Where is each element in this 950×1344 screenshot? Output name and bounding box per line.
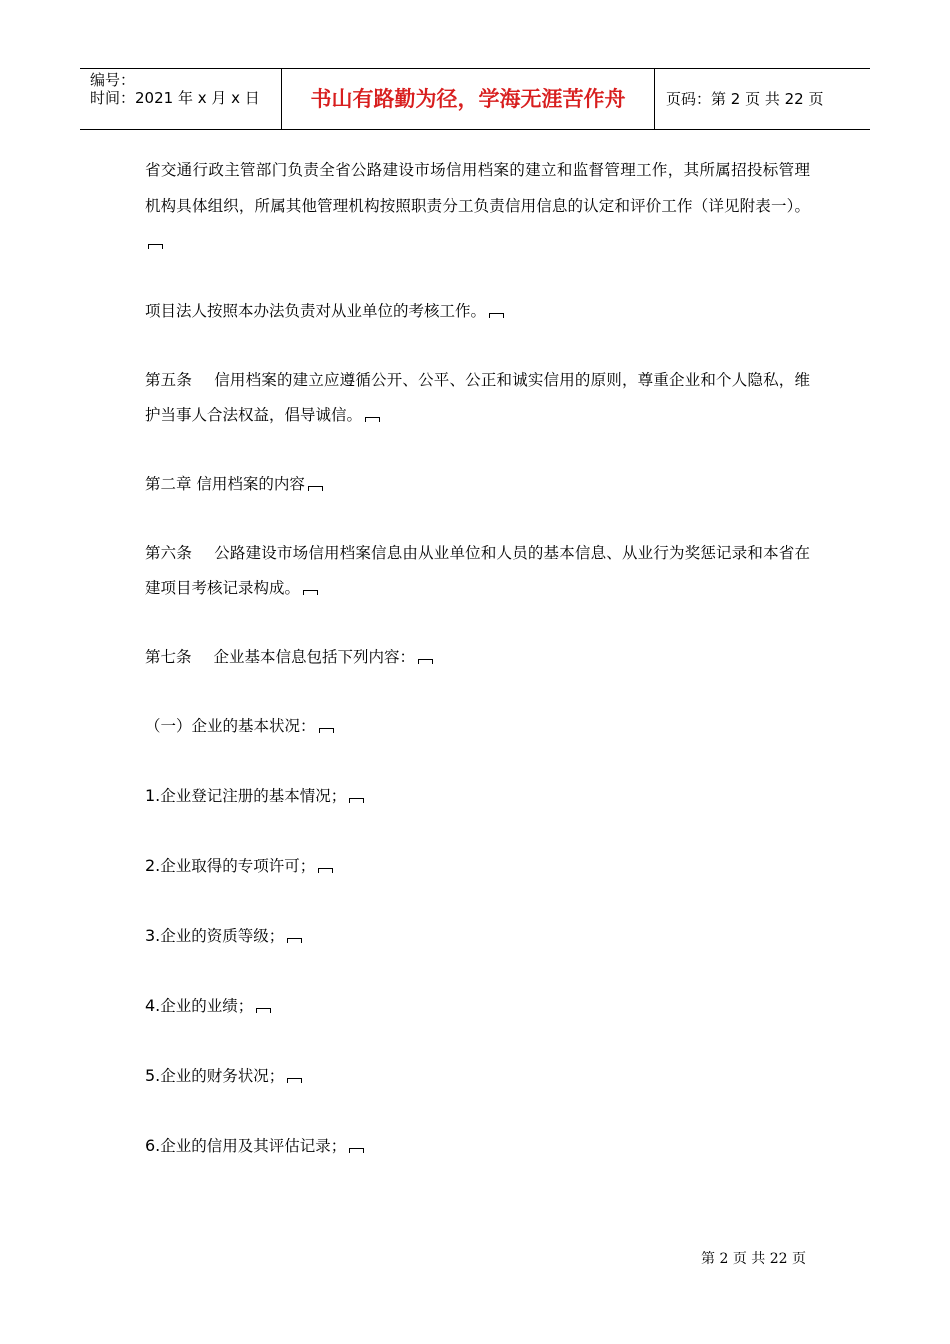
article-paragraph	[145, 640, 810, 675]
list-item	[145, 848, 810, 884]
list-item-number: 5.	[145, 1066, 161, 1085]
list-item-text: 企业的业绩；	[160, 997, 254, 1015]
paragraph-mark-icon	[319, 728, 334, 733]
paragraph-mark-icon	[303, 590, 318, 595]
header-page-number: 页码：第 2 页 共 22 页	[666, 90, 824, 108]
list-item-text: 企业的信用及其评估记录；	[160, 1137, 347, 1155]
document-number-label: 编号：	[90, 71, 136, 89]
list-item	[145, 1058, 810, 1094]
article-paragraph	[145, 536, 810, 606]
paragraph-text: 项目法人按照本办法负责对从业单位的考核工作。	[145, 302, 487, 320]
paragraph-text: 第二章 信用档案的内容	[145, 475, 305, 493]
paragraph-mark-icon	[287, 938, 302, 943]
article-number: 第五条	[145, 371, 193, 389]
page-header	[80, 68, 870, 130]
paragraph-mark-icon	[418, 659, 433, 664]
list-item-number: 6.	[145, 1136, 161, 1155]
paragraph-mark-icon	[256, 1008, 271, 1013]
paragraph-text: 企业基本信息包括下列内容：	[213, 648, 416, 666]
document-date: 时间：2021 年 x 月 x 日	[90, 89, 260, 107]
header-motto: 书山有路勤为径，学海无涯苦作舟	[310, 87, 626, 111]
list-item-text: 企业的财务状况；	[160, 1067, 285, 1085]
article-number: 第六条	[145, 544, 193, 562]
list-item	[145, 778, 810, 814]
paragraph-mark-icon	[308, 486, 323, 491]
list-item-text: 企业的资质等级；	[160, 927, 285, 945]
paragraph-mark-icon	[349, 798, 364, 803]
paragraph-mark-icon	[365, 417, 380, 422]
page-footer: 第 2 页 共 22 页	[701, 1251, 806, 1267]
paragraph-text: 信用档案的建立应遵循公开、公平、公正和诚实信用的原则，尊重企业和个人隐私，维护当事人合法权益，倡导诚信。	[145, 371, 810, 424]
document-body	[145, 152, 810, 1198]
section-heading	[145, 709, 810, 744]
list-item	[145, 1128, 810, 1164]
paragraph-mark-icon	[489, 313, 504, 318]
paragraph-mark-icon	[287, 1078, 302, 1083]
list-item	[145, 988, 810, 1024]
article-number: 第七条	[145, 648, 192, 666]
paragraph	[145, 294, 810, 329]
list-item-text: 企业登记注册的基本情况；	[160, 787, 347, 805]
list-item-text: 企业取得的专项许可；	[160, 857, 316, 875]
paragraph	[145, 152, 810, 260]
paragraph-mark-icon	[318, 868, 333, 873]
header-meta	[90, 71, 260, 107]
list-item-number: 4.	[145, 996, 161, 1015]
list-item-number: 1.	[145, 786, 161, 805]
paragraph-text: （一）企业的基本状况：	[145, 717, 316, 735]
chapter-heading	[145, 467, 810, 502]
paragraph-text: 公路建设市场信用档案信息由从业单位和人员的基本信息、从业行为奖惩记录和本省在建项目考核记录构成。	[145, 544, 810, 597]
list-item-number: 3.	[145, 926, 161, 945]
paragraph-mark-icon	[148, 244, 163, 249]
list-item	[145, 918, 810, 954]
article-paragraph	[145, 363, 810, 433]
paragraph-mark-icon	[349, 1148, 364, 1153]
list-item-number: 2.	[145, 856, 161, 875]
paragraph-text: 省交通行政主管部门负责全省公路建设市场信用档案的建立和监督管理工作，其所属招投标管理机构具体组织，所属其他管理机构按照职责分工负责信用信息的认定和评价工作（详见附表一）。	[145, 161, 810, 215]
header-divider	[654, 69, 655, 129]
